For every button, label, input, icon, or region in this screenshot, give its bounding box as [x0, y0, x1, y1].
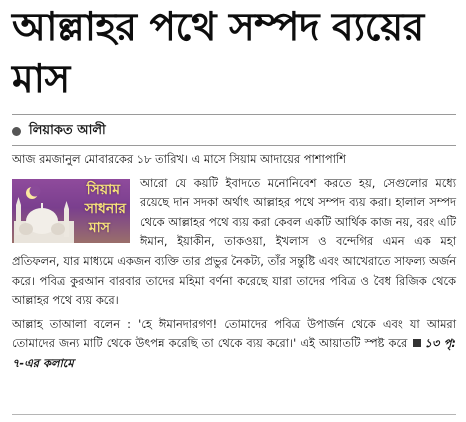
- continued-on-page[interactable]: ১৩ পৃ: ৭-এর কলামে: [12, 336, 456, 370]
- bottom-divider: [12, 414, 456, 415]
- square-bullet-icon: [413, 339, 421, 347]
- byline: [12, 122, 106, 140]
- article-lead: আজ রমজানুল মোবারকের ১৮ তারিখ। এ মাসে সিয়াম আদায়ের পাশাপাশি: [12, 152, 346, 166]
- article-paragraph-2: [12, 315, 456, 374]
- logo-text-line1: সিয়াম: [86, 181, 120, 198]
- logo-text-line2: সাধনার: [84, 200, 126, 217]
- author-name: লিয়াকত আলী: [29, 122, 106, 138]
- article-paragraph-2-text: আল্লাহ তাআলা বলেন : 'হে ঈমানদারগণ! তোমাদের পবিত্র উপার্জন থেকে এবং যা আমরা তোমাদের জন্য মাটি থেকে উৎপন্ন করেছি তা থেকে ব্যয় করো।' এই আয়াতটি স্পষ্ট করে: [12, 316, 456, 351]
- article-body: [12, 150, 456, 378]
- byline-divider: [12, 145, 456, 146]
- section-logo: [12, 179, 130, 243]
- bullet-icon: [12, 127, 21, 136]
- headline: আল্লাহর পথে সম্পদ ব্যয়ের মাস: [12, 5, 424, 102]
- logo-text-line3: মাস: [88, 219, 110, 236]
- headline-divider: [12, 114, 456, 115]
- article-paragraph-1: আরো যে কয়টি ইবাদতে মনোনিবেশ করতে হয়, সেগুলোর মধ্যে রয়েছে দান সদকা অর্থাৎ আল্লাহর পথে সম্পদ ব্যয় করা। হালাল সম্পদ থেকে আল্লাহর পথে ব্যয় করা কেবল একটি আর্থিক কাজ নয়, বরং এটি ঈমান, ইয়াকীন, তাকওয়া, ইখলাস ও বন্দেগির এমন এক মহা প্রতিফলন, যার মাধ্যমে একজন ব্যক্তি তার প্রভুর নৈকট্য, তাঁর সন্তুষ্টি এবং আখেরাতে সাফল্য অর্জন করে। পবিত্র কুরআন বারবার তাদের মহিমা বর্ণনা করেছে যারা তাদের পবিত্র ও বৈধ রিজিক থেকে আল্লাহর পথে ব্যয় করে।: [12, 175, 456, 308]
